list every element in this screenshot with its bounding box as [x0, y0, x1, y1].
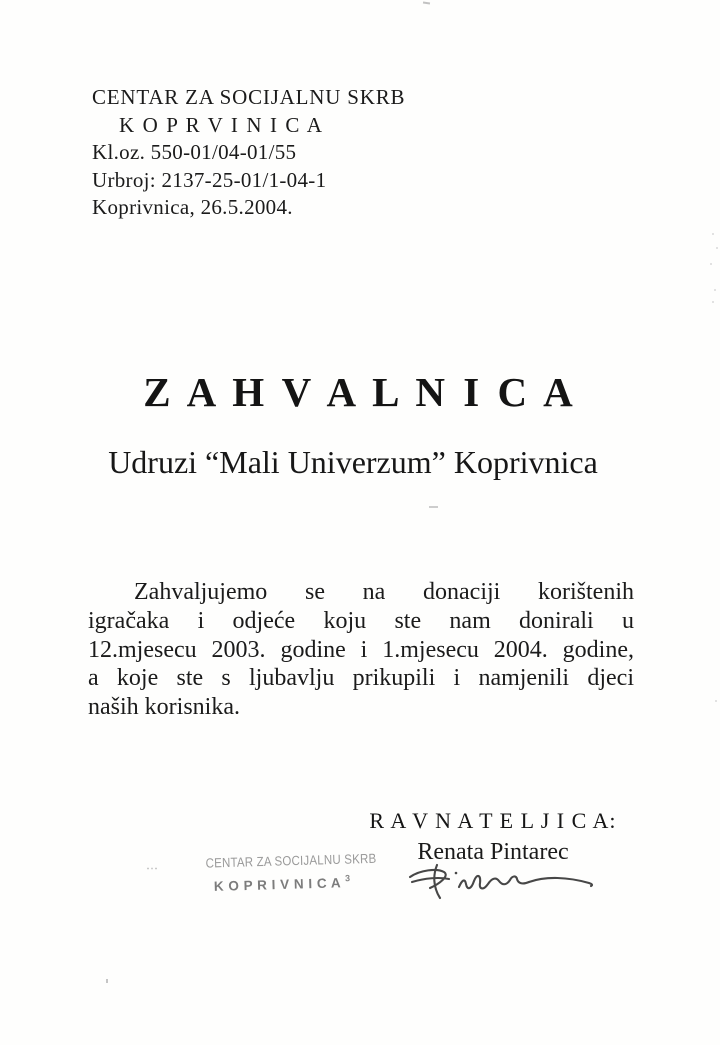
stamp-superscript: 3	[344, 873, 351, 884]
scan-artifact	[710, 263, 712, 265]
class-number: Kl.oz. 550-01/04-01/55	[92, 140, 297, 164]
place-date: Koprivnica, 26.5.2004.	[92, 195, 293, 219]
scan-artifact	[714, 289, 716, 291]
stamp-org-name: CENTAR ZA SOCIJALNU SKRB	[205, 852, 377, 872]
recipient-line: Udruzi “Mali Univerzum” Koprivnica	[108, 444, 598, 480]
stamp-city-text: K O P R I V N I C A	[213, 875, 342, 894]
org-name: CENTAR ZA SOCIJALNU SKRB	[92, 85, 406, 109]
scan-artifact	[106, 979, 108, 983]
signature-block	[348, 808, 638, 866]
scan-artifact	[712, 301, 714, 303]
body-line: igračaka i odjeće koju ste nam donirali u	[88, 607, 634, 634]
body-paragraph	[88, 578, 634, 722]
body-line: 12.mjesecu 2003. godine i 1.mjesecu 2004. godine,	[88, 636, 634, 663]
scan-artifact	[716, 247, 718, 249]
scan-artifact	[429, 506, 438, 508]
org-city: K O P R V I N I C A	[119, 112, 324, 137]
body-line: Zahvaljujemo se na donaciji korištenih	[134, 579, 634, 605]
body-line: naših korisnika.	[88, 694, 240, 721]
scan-artifact	[712, 233, 714, 235]
scan-artifact	[146, 867, 158, 870]
signer-role: R A V N A T E L J I C A:	[369, 808, 617, 833]
reg-number: Urbroj: 2137-25-01/1-04-1	[92, 167, 327, 192]
official-stamp	[205, 852, 377, 894]
letterhead	[92, 84, 405, 222]
document-title: Z A H V A L N I C A	[143, 369, 577, 415]
body-line: a koje ste s ljubavlju prikupili i namjenili djeci	[88, 665, 634, 692]
stamp-city	[206, 873, 358, 894]
handwritten-signature	[403, 860, 598, 902]
scan-artifact	[715, 700, 717, 702]
signer-name: Renata Pintarec	[417, 839, 569, 865]
scan-artifact	[423, 2, 430, 5]
